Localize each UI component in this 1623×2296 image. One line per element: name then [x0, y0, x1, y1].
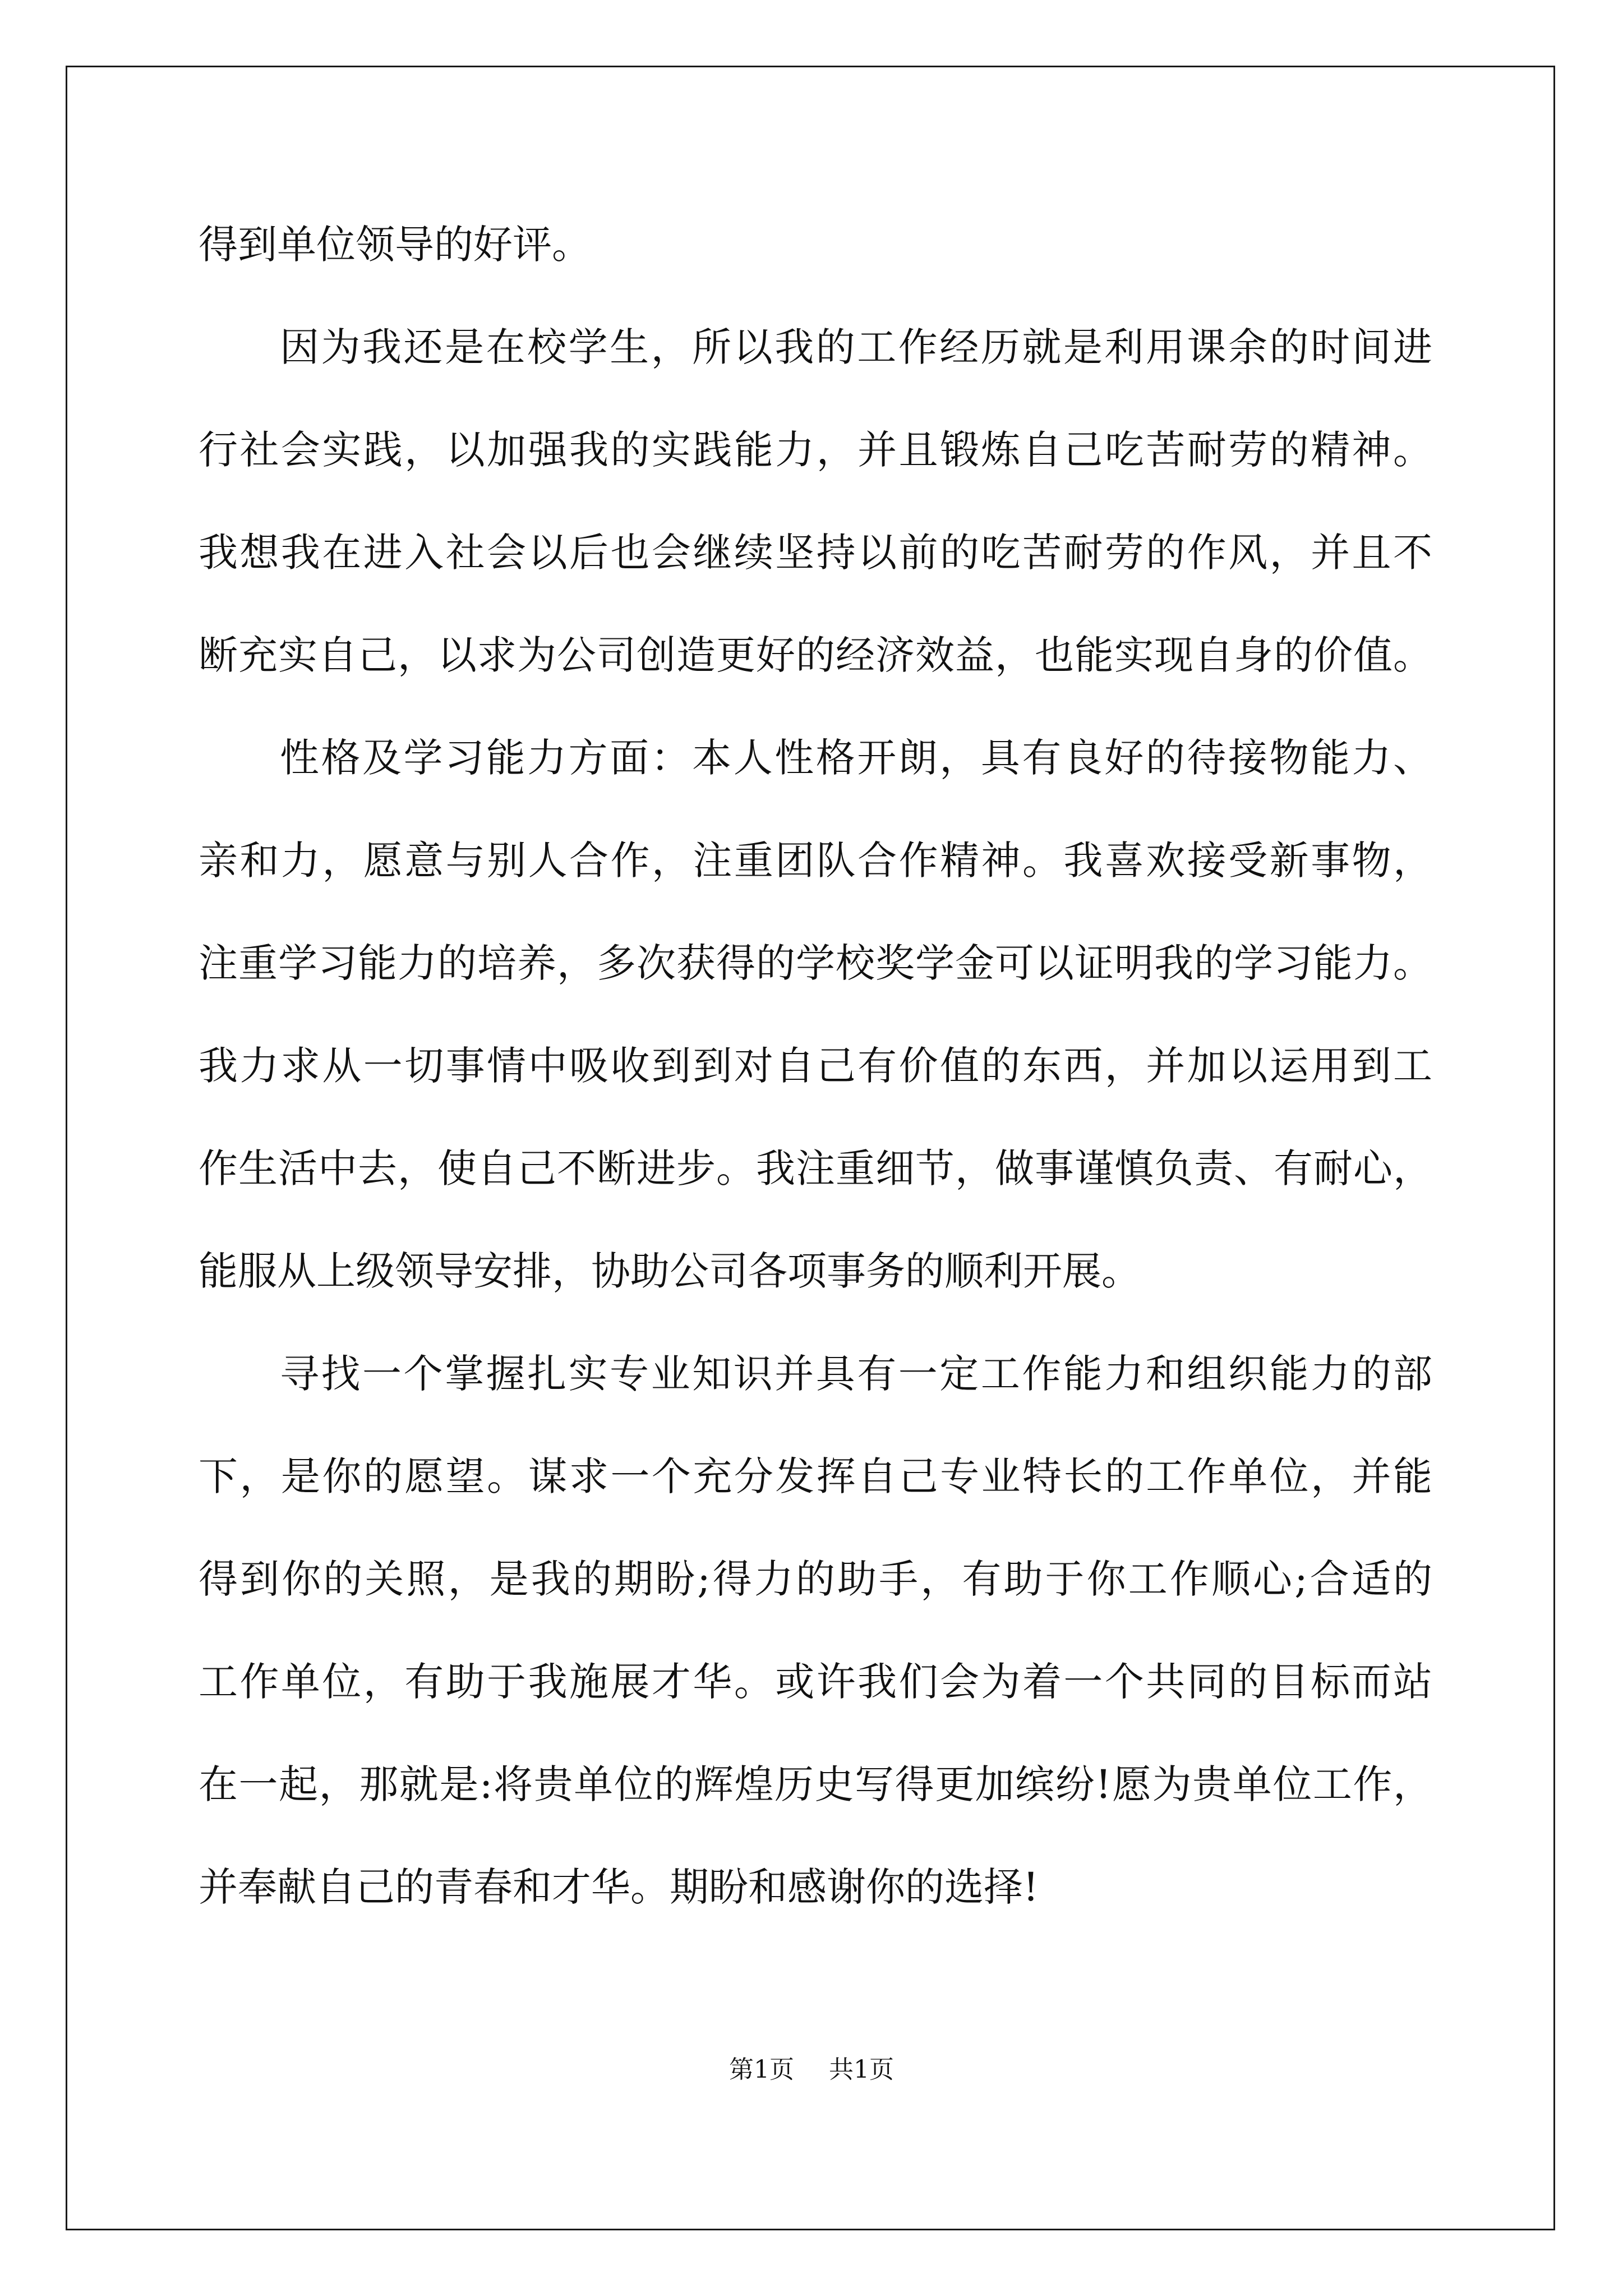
text-line: 下，是你的愿望。谋求一个充分发挥自己专业特长的工作单位，并能 — [199, 1453, 1432, 1499]
text-line: 寻找一个掌握扎实专业知识并具有一定工作能力和组织能力的部 — [280, 1351, 1432, 1397]
text-line: 性格及学习能力方面：本人性格开朗，具有良好的待接物能力、 — [280, 735, 1432, 781]
text-line: 工作单位，有助于我施展才华。或许我们会为着一个共同的目标而站 — [199, 1659, 1432, 1705]
document-body — [199, 194, 1432, 1939]
text-line: 得到你的关照，是我的期盼;得力的助手，有助于你工作顺心;合适的 — [199, 1556, 1432, 1602]
text-line: 注重学习能力的培养，多次获得的学校奖学金可以证明我的学习能力。 — [199, 940, 1432, 986]
text-line: 断充实自己，以求为公司创造更好的经济效益，也能实现自身的价值。 — [199, 632, 1432, 678]
text-line: 行社会实践，以加强我的实践能力，并且锻炼自己吃苦耐劳的精神。 — [199, 427, 1432, 473]
text-line: 在一起，那就是:将贵单位的辉煌历史写得更加缤纷!愿为贵单位工作， — [199, 1761, 1432, 1807]
text-line: 因为我还是在校学生，所以我的工作经历就是利用课余的时间进 — [280, 324, 1432, 370]
page-footer — [0, 2049, 1623, 2085]
text-line: 我力求从一切事情中吸收到到对自己有价值的东西，并加以运用到工 — [199, 1043, 1432, 1089]
text-line: 能服从上级领导安排，协助公司各项事务的顺利开展。 — [199, 1248, 1141, 1294]
text-line: 我想我在进入社会以后也会继续坚持以前的吃苦耐劳的作风，并且不 — [199, 530, 1432, 576]
text-line: 作生活中去，使自己不断进步。我注重细节，做事谨慎负责、有耐心， — [199, 1145, 1432, 1191]
page-total: 共1页 — [829, 2055, 894, 2084]
text-line: 并奉献自己的青春和才华。期盼和感谢你的选择! — [199, 1864, 1039, 1910]
text-line: 亲和力，愿意与别人合作，注重团队合作精神。我喜欢接受新事物， — [199, 838, 1432, 884]
text-line: 得到单位领导的好评。 — [199, 222, 591, 268]
page-number: 第1页 — [729, 2055, 794, 2084]
